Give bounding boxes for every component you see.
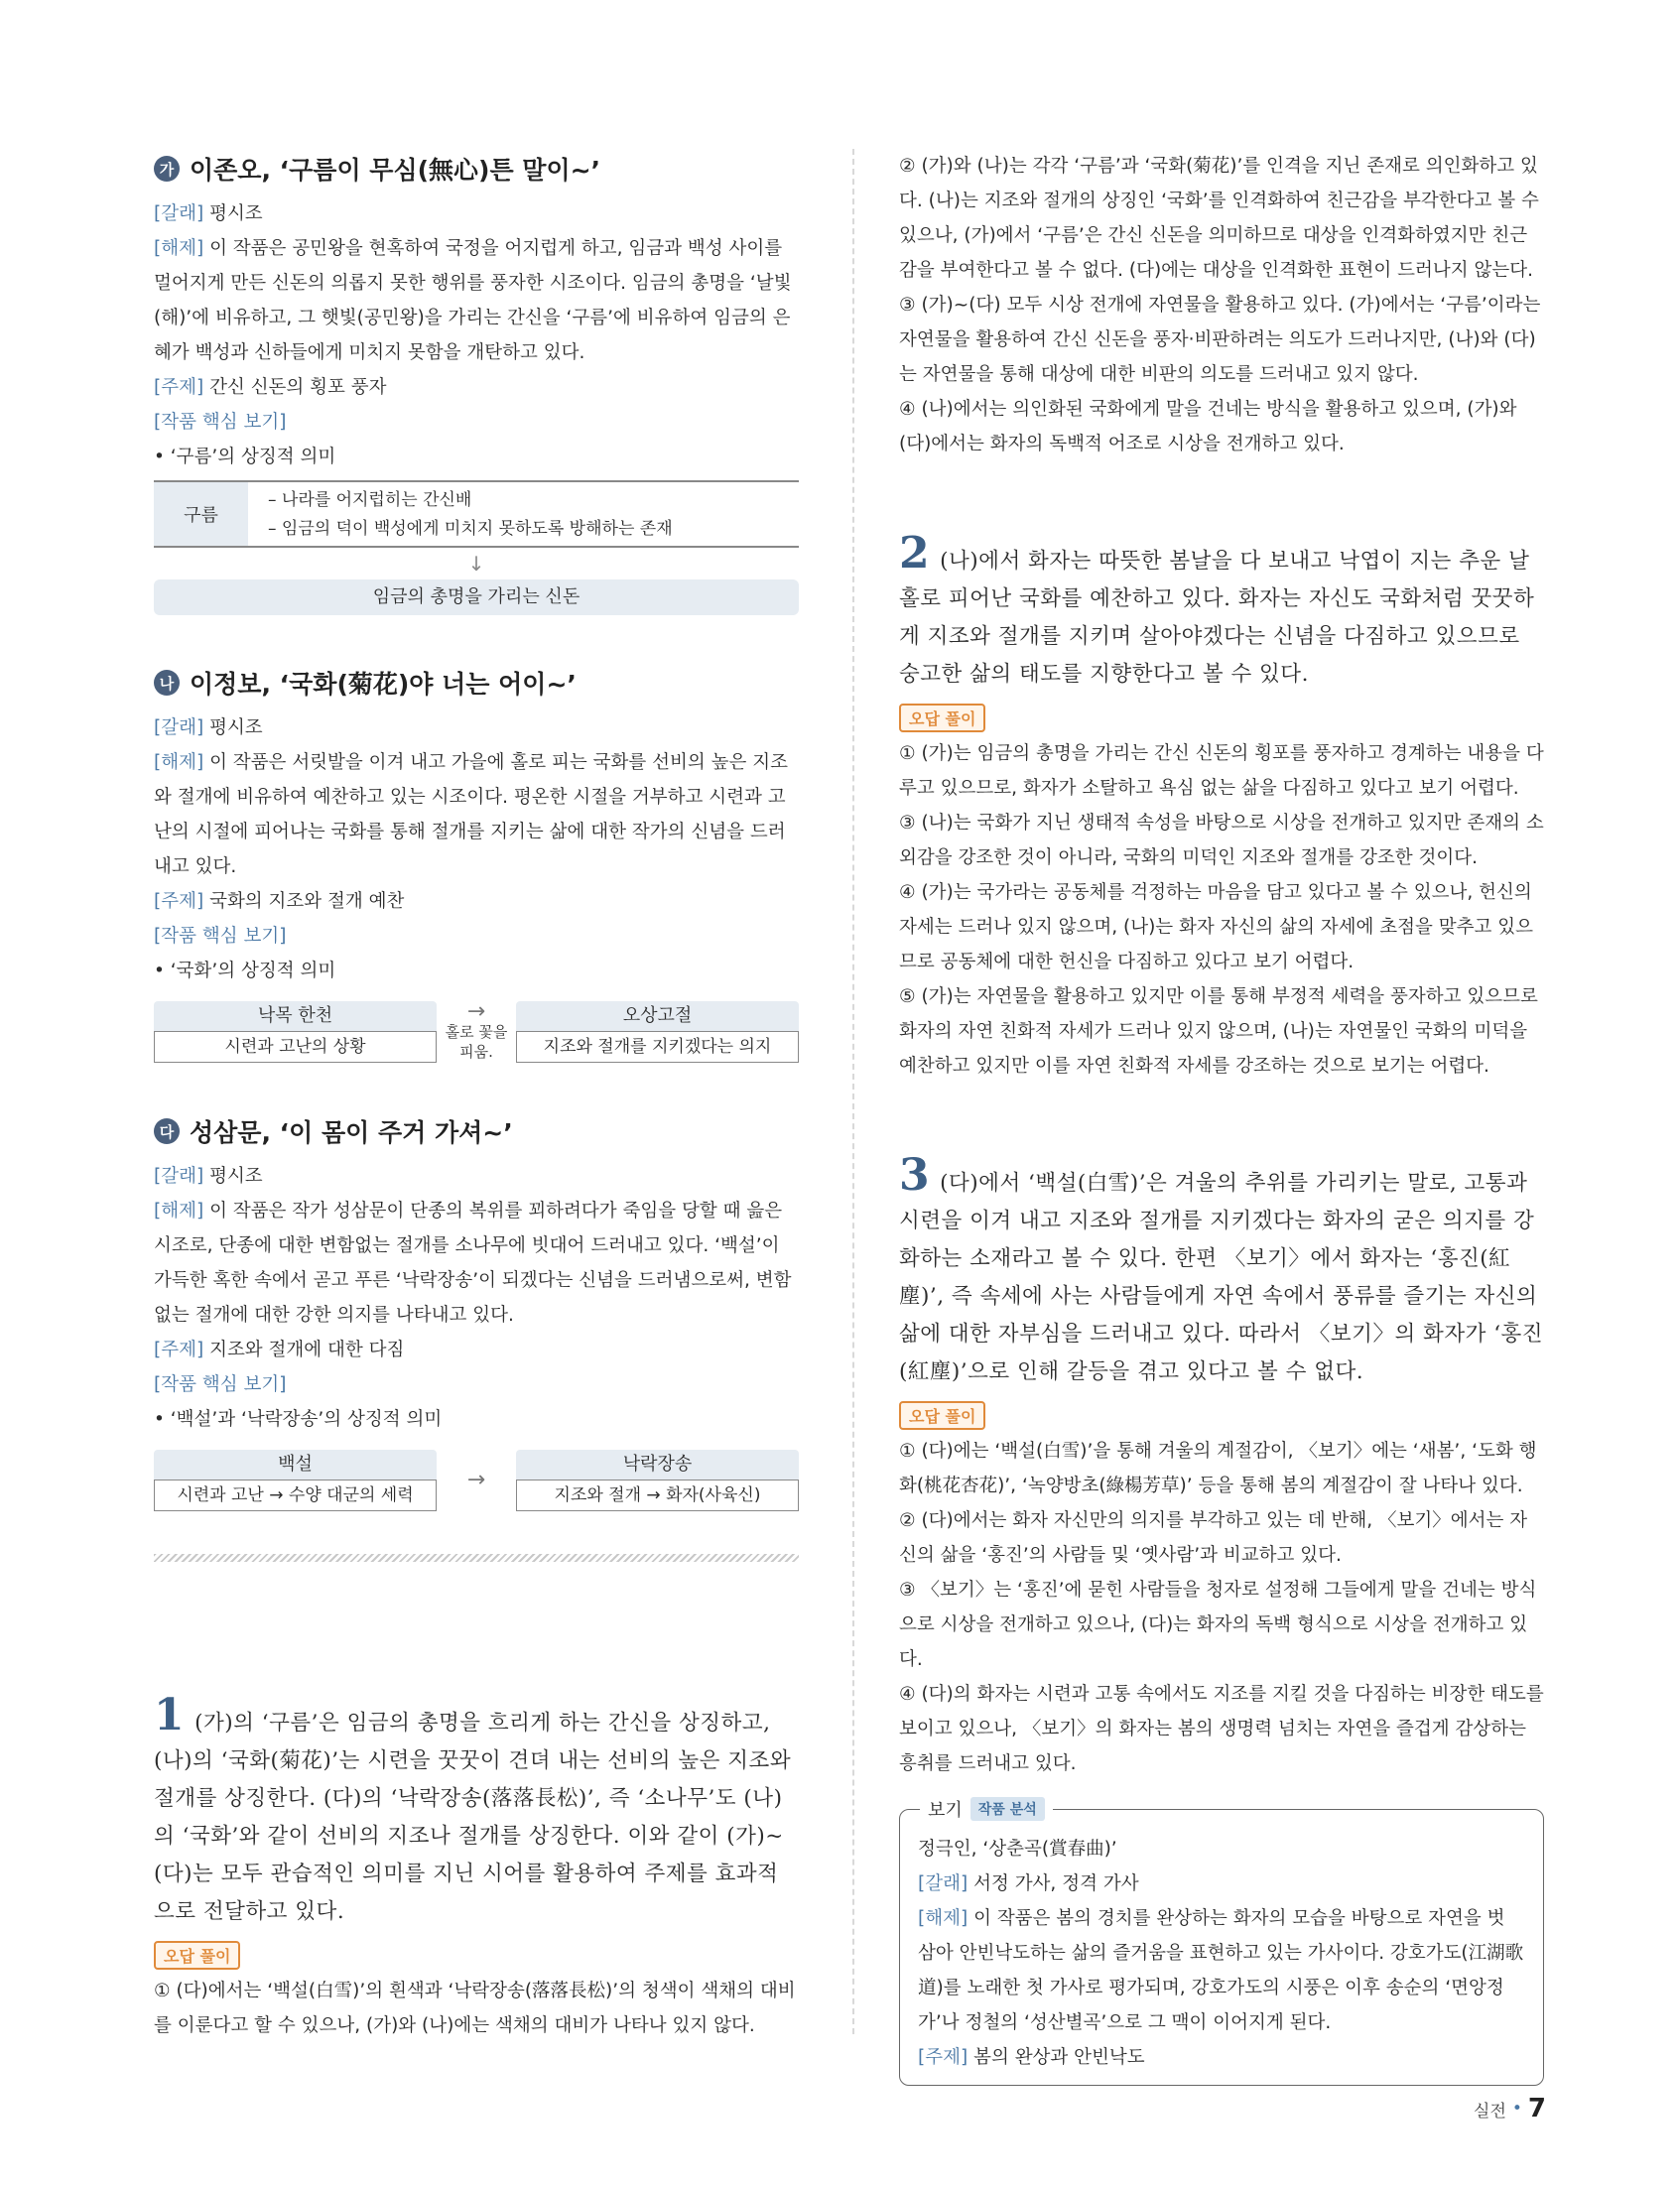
right-arrow-icon: → bbox=[466, 1468, 486, 1492]
symbol-key: 구름 bbox=[154, 482, 248, 546]
odap-label: 오답 풀이 bbox=[899, 1401, 985, 1430]
question-number: 2 bbox=[899, 528, 931, 579]
symbol-flow bbox=[154, 996, 799, 1068]
haeje-paragraph: [해제] 이 작품은 작가 성삼문이 단종의 복위를 꾀하려다가 죽임을 당할 때 읊은 시조로, 단종에 대한 변함없는 절개를 소나무에 빗대어 드러내고 있다. ‘백설’이 가득한 혹한 속에서 곧고 푸른 ‘낙락장송’이 되겠다는 신념을 드러냄으로써, 변함없는 절개에 대한 강한 의지를 나타내고 있다. bbox=[154, 1201, 792, 1326]
odap-item: ④ (나)에서는 의인화된 국화에게 말을 건네는 방식을 활용하고 있으며, (가)와 (다)에서는 화자의 독백적 어조로 시상을 전개하고 있다. bbox=[899, 399, 1517, 454]
section-badge: 다 bbox=[154, 1118, 180, 1144]
page-footer bbox=[1474, 2094, 1546, 2124]
answer-paragraph: 2 (나)에서 화자는 따뜻한 봄날을 다 보내고 낙엽이 지는 추운 날 홀로 피어난 국화를 예찬하고 있다. 화자는 자신도 국화처럼 꿋꿋하게 지조와 절개를 지키며 살아야겠다는 신념을 다짐하고 있으므로 숭고한 삶의 태도를 지향한다고 볼 수 있다. bbox=[899, 528, 1535, 687]
hatch-divider bbox=[154, 1554, 799, 1562]
odap-label: 오답 풀이 bbox=[154, 1941, 240, 1970]
continued-odap bbox=[899, 149, 1544, 461]
section-badge: 나 bbox=[154, 670, 180, 696]
theme-line: [주제] 지조와 절개에 대한 다짐 bbox=[154, 1340, 405, 1360]
question-1 bbox=[154, 1690, 799, 2043]
odap-item: ① (다)에서는 ‘백설(白雪)’의 흰색과 ‘낙락장송(落落長松)’의 청색이 색채의 대비를 이룬다고 할 수 있으나, (가)와 (나)에는 색채의 대비가 나타나 있지 않다. bbox=[154, 1981, 796, 2036]
symbol-item: – 나라를 어지럽히는 간신배 bbox=[268, 490, 472, 510]
odap-item: ① (가)는 임금의 총명을 가리는 간신 신돈의 횡포를 풍자하고 경계하는 내용을 다루고 있으므로, 화자가 소탈하고 욕심 없는 삶을 다짐하고 있다고 보기 어렵다. bbox=[899, 743, 1544, 799]
symbol-result: 임금의 총명을 가리는 신돈 bbox=[154, 579, 799, 615]
flow-left-head: 백설 bbox=[154, 1450, 437, 1480]
question-3 bbox=[899, 1150, 1544, 2086]
genre-line: [갈래] 평시조 bbox=[154, 1166, 263, 1187]
question-2 bbox=[899, 528, 1544, 1084]
theme-line: [주제] 간신 신돈의 횡포 풍자 bbox=[154, 377, 387, 398]
question-number: 1 bbox=[154, 1690, 186, 1740]
column-divider bbox=[852, 149, 854, 2034]
section-da bbox=[154, 1111, 799, 1516]
core-heading: [작품 핵심 보기] bbox=[154, 412, 287, 433]
odap-item: ③ (나)는 국화가 지닌 생태적 속성을 바탕으로 시상을 전개하고 있지만 존재의 소외감을 강조한 것이 아니라, 국화의 미덕인 지조와 절개를 강조한 것이다. bbox=[899, 813, 1544, 868]
haeje-paragraph: [해제] 이 작품은 공민왕을 현혹하여 국정을 어지럽게 하고, 임금과 백성 사이를 멀어지게 만든 신돈의 의롭지 못한 행위를 풍자한 시조이다. 임금의 총명을 ‘날빛(해)’에 비유하고, 그 햇빛(공민왕)을 가리는 간신을 ‘구름’에 비유하여 임금의 은혜가 백성과 신하들에게 미치지 못함을 개탄하고 있다. bbox=[154, 238, 792, 363]
theme-line: [주제] 봄의 완상과 안빈낙도 bbox=[918, 2047, 1145, 2068]
core-heading: [작품 핵심 보기] bbox=[154, 926, 287, 947]
section-title: 이존오, ‘구름이 무심(無心)튼 말이~’ bbox=[190, 156, 601, 185]
theme-line: [주제] 국화의 지조와 절개 예찬 bbox=[154, 891, 405, 912]
odap-item: ⑤ (가)는 자연물을 활용하고 있지만 이를 통해 부정적 세력을 풍자하고 있으므로 화자의 자연 친화적 자세가 드러나 있지 않으며, (나)는 자연물인 국화의 미덕을 예찬하고 있지만 이를 자연 친화적 자세를 강조하는 것으로 보기는 어렵다. bbox=[899, 986, 1538, 1077]
core-bullet: • ‘구름’의 상징적 의미 bbox=[154, 447, 336, 467]
odap-item: ① (다)에는 ‘백설(白雪)’을 통해 겨울의 계절감이, 〈보기〉에는 ‘새봄’, ‘도화 행화(桃花杏花)’, ‘녹양방초(綠楊芳草)’ 등을 통해 봄의 계절감이 잘 나타나 있다. bbox=[899, 1441, 1537, 1496]
bogi-box bbox=[899, 1800, 1544, 2086]
flow-right-body: 지조와 절개 → 화자(사육신) bbox=[516, 1480, 799, 1511]
flow-right-head: 오상고절 bbox=[516, 1001, 799, 1031]
odap-item: ② (다)에서는 화자 자신만의 의지를 부각하고 있는 데 반해, 〈보기〉에서는 자신의 삶을 ‘홍진’의 사람들 및 ‘옛사람’과 비교하고 있다. bbox=[899, 1510, 1528, 1566]
answer-paragraph: 3 (다)에서 ‘백설(白雪)’은 겨울의 추위를 가리키는 말로, 고통과 시련을 이겨 내고 지조와 절개를 지키겠다는 화자의 굳은 의지를 강화하는 소재라고 볼 수 있다. 한편 〈보기〉에서 화자는 ‘홍진(紅塵)’, 즉 속세에 사는 사람들에게 자연 속에서 풍류를 즐기는 자신의 삶에 대한 자부심을 드러내고 있다. 따라서 〈보기〉의 화자가 ‘홍진(紅塵)’으로 인해 갈등을 겪고 있다고 볼 수 없다. bbox=[899, 1150, 1544, 1384]
footer-label: 실전 bbox=[1474, 2101, 1506, 2122]
flow-mid-text: 홀로 꽃을 피움. bbox=[445, 1023, 508, 1061]
genre-line: [갈래] 서정 가사, 정격 가사 bbox=[918, 1873, 1139, 1894]
right-column bbox=[899, 149, 1544, 2086]
flow-left-body: 시련과 고난의 상황 bbox=[154, 1031, 437, 1063]
core-heading: [작품 핵심 보기] bbox=[154, 1374, 287, 1395]
section-title: 이정보, ‘국화(菊花)야 너는 어이~’ bbox=[190, 670, 577, 699]
odap-item: ④ (다)의 화자는 시련과 고통 속에서도 지조를 지킬 것을 다짐하는 비장한 태도를 보이고 있으나, 〈보기〉의 화자는 봄의 생명력 넘치는 자연을 즐겁게 감상하는 흥취를 드러내고 있다. bbox=[899, 1684, 1544, 1774]
down-arrow-icon: ↓ bbox=[467, 552, 485, 576]
section-title: 성삼문, ‘이 몸이 주거 가셔~’ bbox=[190, 1118, 513, 1147]
bogi-label: 보기 bbox=[928, 1800, 963, 1821]
symbol-table bbox=[154, 480, 799, 548]
page-number: 7 bbox=[1527, 2094, 1546, 2124]
section-na bbox=[154, 663, 799, 1068]
bogi-sublabel: 작품 분석 bbox=[970, 1797, 1045, 1821]
core-bullet: • ‘국화’의 상징적 의미 bbox=[154, 961, 336, 981]
flow-left-head: 낙목 한천 bbox=[154, 1001, 437, 1031]
symbol-item: – 임금의 덕이 백성에게 미치지 못하도록 방해하는 존재 bbox=[268, 519, 673, 539]
odap-item: ④ (가)는 국가라는 공동체를 걱정하는 마음을 담고 있다고 볼 수 있으나, 헌신의 자세는 드러나 있지 않으며, (나)는 화자 자신의 삶의 자세에 초점을 맞추고 있으므로 공동체에 대한 헌신을 다짐하고 있다고 보기 어렵다. bbox=[899, 882, 1534, 972]
odap-item: ③ (가)~(다) 모두 시상 전개에 자연물을 활용하고 있다. (가)에서는 ‘구름’이라는 자연물을 활용하여 간신 신돈을 풍자·비판하려는 의도가 드러나지만, (나)와 (다)는 자연물을 통해 대상에 대한 비판의 의도를 드러내고 있지 않다. bbox=[899, 295, 1541, 385]
flow-right-body: 지조와 절개를 지키겠다는 의지 bbox=[516, 1031, 799, 1063]
core-bullet: • ‘백설’과 ‘낙락장송’의 상징적 의미 bbox=[154, 1409, 443, 1430]
left-column bbox=[154, 149, 799, 2043]
haeje-paragraph: [해제] 이 작품은 봄의 경치를 완상하는 화자의 모습을 바탕으로 자연을 벗 삼아 안빈낙도하는 삶의 즐거움을 표현하고 있는 가사이다. 강호가도(江湖歌道)를 노래한 첫 가사로 평가되며, 강호가도의 시풍은 이후 송순의 ‘면앙정가’나 정철의 ‘성산별곡’으로 그 맥이 이어지게 된다. bbox=[918, 1908, 1524, 2033]
flow-left-body: 시련과 고난 → 수양 대군의 세력 bbox=[154, 1480, 437, 1511]
flow-right-head: 낙락장송 bbox=[516, 1450, 799, 1480]
odap-item: ② (가)와 (나)는 각각 ‘구름’과 ‘국화(菊花)’를 인격을 지닌 존재로 의인화하고 있다. (나)는 지조와 절개의 상징인 ‘국화’를 인격화하여 친근감을 부각한다고 볼 수 있으나, (가)에서 ‘구름’은 간신 신돈을 의미하므로 대상을 인격화하였지만 친근감을 부여한다고 볼 수 없다. (다)에는 대상을 인격화한 표현이 드러나지 않는다. bbox=[899, 156, 1539, 281]
question-number: 3 bbox=[899, 1150, 931, 1201]
bogi-work-title: 정극인, ‘상춘곡(賞春曲)’ bbox=[918, 1839, 1117, 1860]
section-ga bbox=[154, 149, 799, 615]
genre-line: [갈래] 평시조 bbox=[154, 203, 263, 224]
odap-label: 오답 풀이 bbox=[899, 704, 985, 732]
answer-paragraph: 1 (가)의 ‘구름’은 임금의 총명을 흐리게 하는 간신을 상징하고, (나)의 ‘국화(菊花)’는 시련을 꿋꿋이 견뎌 내는 선비의 높은 지조와 절개를 상징한다. (다)의 ‘낙락장송(落落長松)’, 즉 ‘소나무’도 (나)의 ‘국화’와 같이 선비의 지조나 절개를 상징한다. 이와 같이 (가)~(다)는 모두 관습적인 의미를 지닌 시어를 활용하여 주제를 효과적으로 전달하고 있다. bbox=[154, 1690, 792, 1924]
odap-item: ③ 〈보기〉는 ‘홍진’에 묻힌 사람들을 청자로 설정해 그들에게 말을 건네는 방식으로 시상을 전개하고 있으나, (다)는 화자의 독백 형식으로 시상을 전개하고 있다. bbox=[899, 1580, 1537, 1670]
right-arrow-icon: → bbox=[466, 999, 486, 1024]
genre-line: [갈래] 평시조 bbox=[154, 717, 263, 738]
haeje-paragraph: [해제] 이 작품은 서릿발을 이겨 내고 가을에 홀로 피는 국화를 선비의 높은 지조와 절개에 비유하여 예찬하고 있는 시조이다. 평온한 시절을 거부하고 시련과 고난의 시절에 피어나는 국화를 통해 절개를 지키는 삶에 대한 작가의 신념을 드러내고 있다. bbox=[154, 752, 789, 877]
section-badge: 가 bbox=[154, 156, 180, 182]
symbol-flow bbox=[154, 1445, 799, 1516]
footer-dot: • bbox=[1511, 2099, 1522, 2119]
